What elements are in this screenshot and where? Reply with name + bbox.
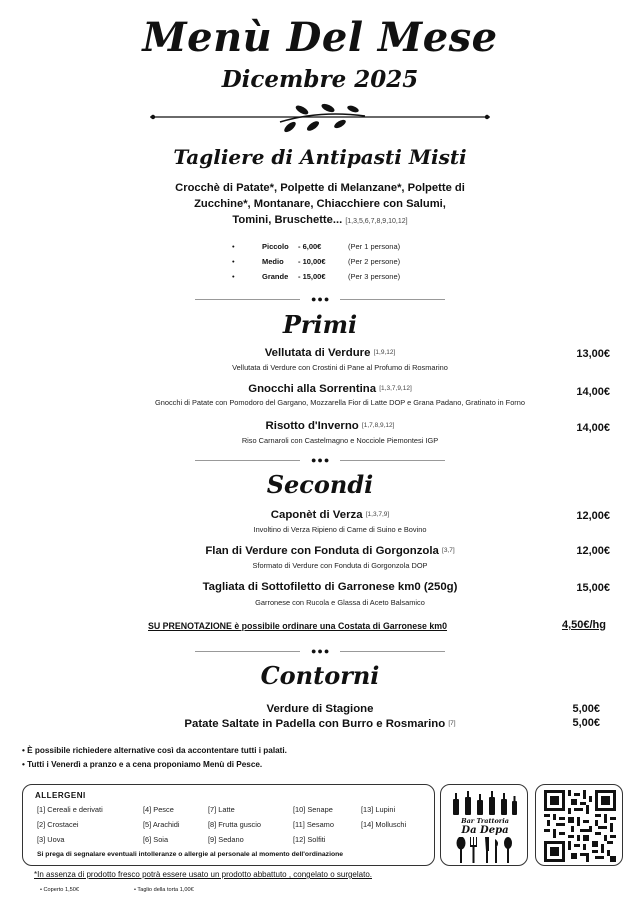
- section-divider: [195, 456, 445, 464]
- dish-name: Gnocchi alla Sorrentina [1,3,7,9,12]: [248, 383, 412, 395]
- dish-price: 14,00€: [576, 386, 610, 398]
- dish-price: 12,00€: [576, 545, 610, 557]
- contorno-name: Verdure di Stagione: [266, 703, 374, 715]
- branch-divider-icon: [150, 100, 490, 136]
- allergens-footer: Si prega di segnalare eventuali intolleranze o allergie al personale al momento dell'ordinazione: [37, 851, 344, 858]
- dish-description: Gnocchi di Patate con Pomodoro del Gargano, Mozzarella Fior di Latte DOP e Grana Padano, Gratinato in Forno: [154, 398, 525, 407]
- dish-price: 15,00€: [576, 582, 610, 594]
- divider-dots-icon: ●●●: [311, 646, 331, 656]
- utensils-icon: [455, 837, 515, 863]
- antipasti-desc-line: Crocchè di Patate*, Polpette di Melanzane*, Polpette di: [175, 182, 465, 194]
- size-price: - 10,00€: [298, 257, 326, 266]
- cover-charge: • Coperto 1,50€: [40, 887, 79, 893]
- contorno-price: 5,00€: [572, 717, 600, 729]
- allergen-item: [14] Molluschi: [361, 820, 407, 829]
- section-divider: [195, 647, 445, 655]
- dish-description: Garronese con Rucola e Glassa di Aceto Balsamico: [255, 598, 425, 607]
- reservation-price: 4,50€/hg: [561, 619, 606, 631]
- dish-name: Caponèt di Verza [1,3,7,9]: [270, 509, 390, 521]
- menu-title: Menù Del Mese: [142, 14, 498, 61]
- logo-line1: Bar Trattoria: [461, 817, 509, 825]
- dish-allergens: [1,3,7,9]: [365, 511, 390, 518]
- dish-description: Vellutata di Verdure con Crostini di Pane al Profumo di Rosmarino: [232, 363, 448, 372]
- allergen-item: [7] Latte: [208, 805, 235, 814]
- divider-dots-icon: ●●●: [311, 455, 331, 465]
- antipasti-description: [150, 180, 490, 230]
- allergen-item: [11] Sesamo: [293, 820, 334, 829]
- contorno-name: Patate Saltate in Padella con Burro e Rosmarino [7]: [184, 718, 456, 730]
- allergen-item: [8] Frutta guscio: [208, 820, 261, 829]
- size-note: (Per 3 persone): [348, 272, 401, 281]
- allergen-item: [13] Lupini: [361, 805, 396, 814]
- dish-allergens: [1,7,8,9,12]: [361, 422, 395, 429]
- dish-description: Riso Carnaroli con Castelmagno e Nocciole Piemontesi IGP: [241, 436, 439, 445]
- qr-code-icon[interactable]: [544, 790, 616, 862]
- dish-name: Risotto d'Inverno [1,7,8,9,12]: [265, 420, 395, 432]
- fresh-product-note: *In assenza di prodotto fresco potrà essere usato un prodotto abbattuto , congelato o surgelato.: [34, 870, 372, 879]
- allergen-item: [3] Uova: [37, 835, 65, 844]
- reservation-note: SU PRENOTAZIONE è possibile ordinare una Costata di Garronese km0: [148, 621, 448, 631]
- allergens-box: [22, 784, 435, 866]
- contorno-allergens: [7]: [448, 720, 456, 727]
- dish-price: 13,00€: [576, 348, 610, 360]
- size-note: (Per 1 persona): [348, 242, 401, 251]
- dish-name: Flan di Verdure con Fonduta di Gorgonzola [3,7]: [205, 545, 455, 557]
- antipasti-allergens: [1,3,5,6,7,8,9,10,12]: [345, 218, 408, 225]
- allergen-item: [4] Pesce: [143, 805, 174, 814]
- allergens-title: ALLERGENI: [35, 791, 86, 800]
- antipasti-desc-line: Zucchine*, Montanare, Chiacchiere con Salumi,: [194, 198, 446, 210]
- allergen-item: [6] Soia: [143, 835, 169, 844]
- dish-allergens: [1,9,12]: [373, 349, 396, 356]
- dish-name: Vellutata di Verdure [1,9,12]: [264, 347, 396, 359]
- antipasti-desc-line: Tomini, Bruschette... [1,3,5,6,7,8,9,10,12]: [232, 214, 408, 226]
- allergen-item: [10] Senape: [293, 805, 333, 814]
- size-price: - 15,00€: [298, 272, 326, 281]
- size-price: - 6,00€: [298, 242, 322, 251]
- qr-code-box[interactable]: [535, 784, 623, 866]
- allergen-item: [2] Crostacei: [37, 820, 79, 829]
- contorno-price: 5,00€: [572, 703, 600, 715]
- antipasti-title: Tagliere di Antipasti Misti: [173, 145, 467, 169]
- note-alternatives: • È possibile richiedere alternative così da accontentare tutti i palati.: [22, 746, 287, 755]
- contorni-title: Contorni: [260, 661, 380, 690]
- logo-box: [440, 784, 528, 866]
- cake-cutting-fee: • Taglio della torta 1,00€: [134, 887, 194, 893]
- allergen-item: [1] Cereali e derivati: [37, 805, 103, 814]
- allergen-item: [9] Sedano: [208, 835, 244, 844]
- dish-price: 14,00€: [576, 422, 610, 434]
- size-name: Piccolo: [262, 242, 289, 251]
- dish-price: 12,00€: [576, 510, 610, 522]
- size-name: Grande: [262, 272, 289, 281]
- size-name: Medio: [262, 257, 284, 266]
- dish-description: Involtino di Verza Ripieno di Carne di Suino e Bovino: [253, 525, 427, 534]
- allergen-item: [5] Arachidi: [143, 820, 180, 829]
- dish-allergens: [3,7]: [442, 547, 455, 554]
- dish-allergens: [1,3,7,9,12]: [379, 385, 412, 392]
- secondi-title: Secondi: [266, 470, 374, 499]
- section-divider: [195, 295, 445, 303]
- dish-name: Tagliata di Sottofiletto di Garronese km0 (250g): [202, 581, 458, 593]
- primi-title: Primi: [282, 310, 358, 339]
- allergen-item: [12] Solfiti: [293, 835, 326, 844]
- bottles-icon: [449, 791, 521, 815]
- divider-dots-icon: ●●●: [311, 294, 331, 304]
- note-fish-friday: • Tutti i Venerdì a pranzo e a cena proponiamo Menù di Pesce.: [22, 760, 263, 769]
- size-note: (Per 2 persone): [348, 257, 401, 266]
- menu-subtitle: Dicembre 2025: [221, 66, 419, 93]
- logo-line2: Da Depa: [461, 825, 509, 836]
- dish-description: Sformato di Verdure con Fonduta di Gorgonzola DOP: [252, 561, 428, 570]
